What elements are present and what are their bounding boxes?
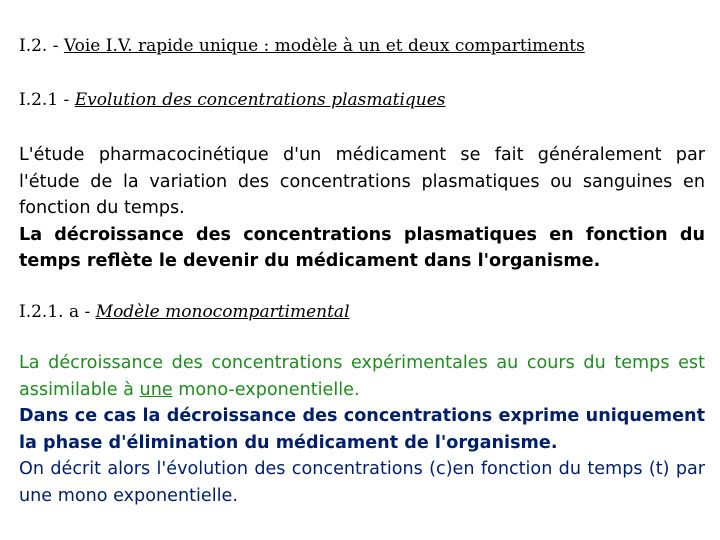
section-heading-i-2 <box>19 36 585 56</box>
paragraph-emphasis: La décroissance des concentrations plasmatiques en fonction du temps reflète le devenir du médicament dans l'organisme. <box>19 224 705 271</box>
paragraph-intro: L'étude pharmacocinétique d'un médicament se fait généralement par l'étude de la variation des concentrations plasmatiques ou sanguines en fonction du temps. <box>19 145 705 218</box>
section-heading-i-2-1 <box>19 90 446 110</box>
paragraph-sentence-1 <box>19 350 705 403</box>
paragraph-monocompartmental-model <box>19 350 705 509</box>
section-title: Evolution des concentrations plasmatiques <box>74 90 446 110</box>
section-title: Modèle monocompartimental <box>95 302 350 322</box>
section-number: I.2. - <box>19 36 64 56</box>
paragraph-sentence-3: On décrit alors l'évolution des concentrations (c)en fonction du temps (t) par une mono exponentielle. <box>19 459 705 506</box>
sentence-1-end: mono-exponentielle. <box>172 379 360 400</box>
paragraph-plasma-concentrations <box>19 142 705 275</box>
underlined-word: une <box>139 379 173 400</box>
section-number: I.2.1 - <box>19 90 75 110</box>
sentence-1-text: La décroissance des concentrations expérimentales au cours du temps est assimilable à <box>19 353 705 400</box>
section-title: Voie I.V. rapide unique : modèle à un et deux compartiments <box>63 36 585 56</box>
section-heading-i-2-1-a <box>19 302 350 322</box>
section-number: I.2.1. a - <box>19 302 96 322</box>
paragraph-sentence-2: Dans ce cas la décroissance des concentrations exprime uniquement la phase d'élimination du médicament de l'organisme. <box>19 406 705 453</box>
